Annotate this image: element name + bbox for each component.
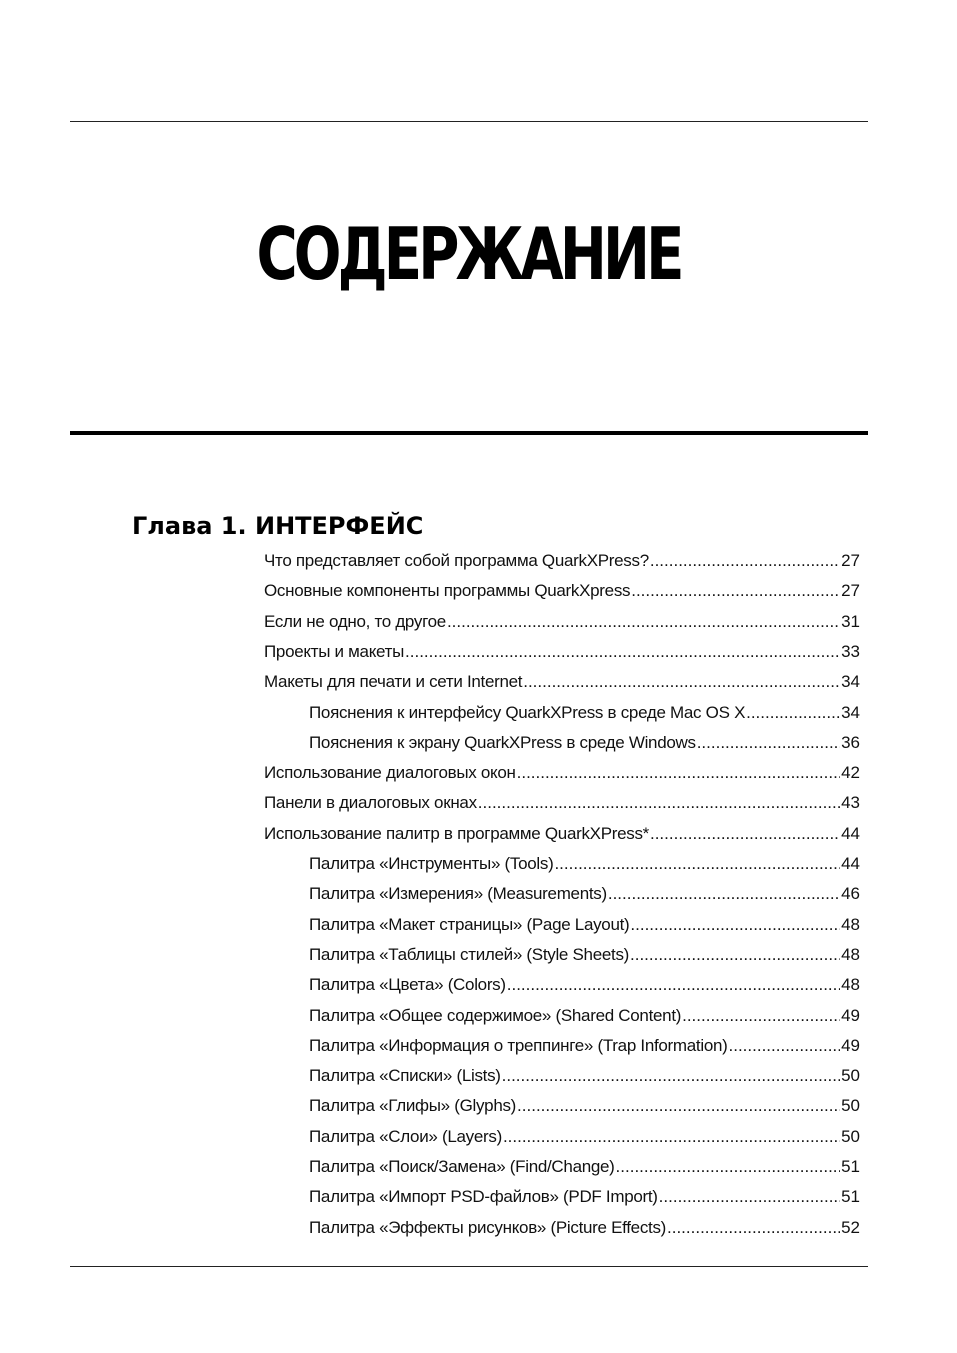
toc-entry-title: Палитра «Глифы» (Glyphs): [309, 1096, 517, 1116]
toc-entry: [309, 884, 860, 910]
toc-page-number: 27: [841, 581, 860, 601]
toc-entry-title: Панели в диалоговых окнах: [264, 793, 477, 813]
toc-leader-dots: [554, 854, 840, 874]
toc-leader-dots: [650, 824, 840, 844]
toc-entry: [309, 1157, 860, 1183]
toc-entry: [264, 612, 860, 638]
toc-entry-title: Палитра «Цвета» (Colors): [309, 975, 506, 995]
toc-entry-title: Что представляет собой программа QuarkXPress?: [264, 551, 649, 570]
toc-page-number: 44: [841, 854, 860, 873]
toc-page-number: 48: [841, 944, 860, 964]
toc-entry: [309, 854, 860, 880]
toc-entry-title: Палитра «Поиск/Замена» (Find/Change): [309, 1157, 615, 1176]
toc-page-number: 51: [841, 1187, 860, 1207]
toc-entry: [309, 1006, 860, 1032]
bottom-rule: [70, 1266, 868, 1267]
toc-entry-title: Макеты для печати и сети Internet: [264, 672, 523, 692]
toc-entry-title: Палитра «Измерения» (Measurements): [309, 884, 607, 904]
toc-entry: [309, 1127, 860, 1153]
toc-page-number: 49: [841, 1005, 860, 1025]
toc-leader-dots: [405, 642, 840, 662]
toc-leader-dots: [517, 1096, 840, 1116]
toc-leader-dots: [697, 733, 840, 753]
toc-entry: [264, 581, 860, 607]
toc-entry: [309, 1187, 860, 1213]
toc-page-number: 50: [841, 1066, 860, 1086]
toc-page-number: 36: [841, 732, 860, 752]
toc-entry-title: Пояснения к интерфейсу QuarkXPress в среде Mac OS X: [309, 702, 746, 722]
toc-entry: [264, 551, 860, 577]
toc-entry-title: Палитра «Таблицы стилей» (Style Sheets): [309, 944, 629, 964]
toc-entry: [309, 1096, 860, 1122]
title-divider: [70, 431, 868, 435]
toc-page-number: 50: [841, 1126, 860, 1146]
toc-entry-title: Палитра «Эффекты рисунков» (Picture Effects): [309, 1217, 667, 1237]
toc-entry-title: Палитра «Общее содержимое» (Shared Content): [309, 1005, 682, 1025]
toc-leader-dots: [631, 581, 840, 601]
toc-page-number: 48: [841, 975, 860, 995]
toc-entry: [309, 975, 860, 1001]
toc-page-number: 43: [841, 793, 860, 813]
toc-leader-dots: [729, 1036, 841, 1056]
toc-page-number: 27: [841, 551, 860, 570]
toc-leader-dots: [447, 612, 840, 632]
toc-page-number: 44: [841, 823, 860, 843]
toc-entry-title: Палитра «Макет страницы» (Page Layout): [309, 914, 630, 934]
toc-entry-title: Основные компоненты программы QuarkXpress: [264, 581, 631, 601]
toc-leader-dots: [517, 763, 840, 783]
toc-page-number: 50: [841, 1096, 860, 1116]
toc-leader-dots: [616, 1157, 841, 1177]
toc-entry-title: Палитра «Слои» (Layers): [309, 1126, 502, 1146]
toc-page-number: 49: [841, 1035, 860, 1055]
toc-page-number: 51: [841, 1157, 860, 1176]
page-title: СОДЕРЖАНИЕ: [256, 212, 681, 296]
toc-leader-dots: [630, 915, 840, 935]
toc-page-number: 52: [841, 1217, 860, 1237]
toc-entry-title: Если не одно, то другое: [264, 611, 446, 631]
toc-leader-dots: [650, 551, 840, 571]
toc-entry: [264, 763, 860, 789]
toc-entry: [264, 793, 860, 819]
toc-page-number: 42: [841, 763, 860, 783]
toc-entry-title: Палитра «Информация о треппинге» (Trap Information): [309, 1035, 728, 1055]
toc-page-number: 33: [841, 641, 860, 661]
toc-leader-dots: [523, 672, 840, 692]
toc-page-number: 34: [841, 702, 860, 722]
toc-entry: [264, 672, 860, 698]
toc-entry-title: Палитра «Инструменты» (Tools): [309, 854, 554, 873]
toc-page-number: 46: [841, 884, 860, 904]
toc-entry: [264, 824, 860, 850]
toc-leader-dots: [608, 884, 840, 904]
toc-entry: [264, 642, 860, 668]
toc-leader-dots: [659, 1187, 840, 1207]
top-rule: [70, 121, 868, 122]
toc-entry: [309, 945, 860, 971]
toc-entry: [309, 733, 860, 759]
toc-leader-dots: [478, 793, 840, 813]
toc-leader-dots: [630, 945, 840, 965]
toc-leader-dots: [503, 1127, 840, 1147]
toc-entry: [309, 1066, 860, 1092]
toc-page-number: 34: [841, 672, 860, 692]
toc-entry: [309, 703, 860, 729]
toc-page-number: 48: [841, 914, 860, 934]
toc-leader-dots: [502, 1066, 840, 1086]
toc-entry-title: Использование палитр в программе QuarkXPress*: [264, 823, 649, 843]
toc-leader-dots: [507, 975, 840, 995]
toc-entry: [309, 915, 860, 941]
toc-entry-title: Палитра «Списки» (Lists): [309, 1066, 501, 1086]
toc-leader-dots: [667, 1218, 840, 1238]
toc-entry: [309, 1218, 860, 1244]
toc-entry: [309, 1036, 860, 1062]
toc-entry-title: Палитра «Импорт PSD-файлов» (PDF Import): [309, 1187, 658, 1207]
chapter-heading: Глава 1. ИНТЕРФЕЙС: [132, 512, 424, 540]
toc-entry-title: Проекты и макеты: [264, 641, 405, 661]
toc-page-number: 31: [841, 611, 860, 631]
toc-entry-title: Пояснения к экрану QuarkXPress в среде Windows: [309, 732, 696, 752]
toc-leader-dots: [682, 1006, 840, 1026]
toc-entry-title: Использование диалоговых окон: [264, 763, 516, 783]
toc-leader-dots: [746, 703, 840, 723]
